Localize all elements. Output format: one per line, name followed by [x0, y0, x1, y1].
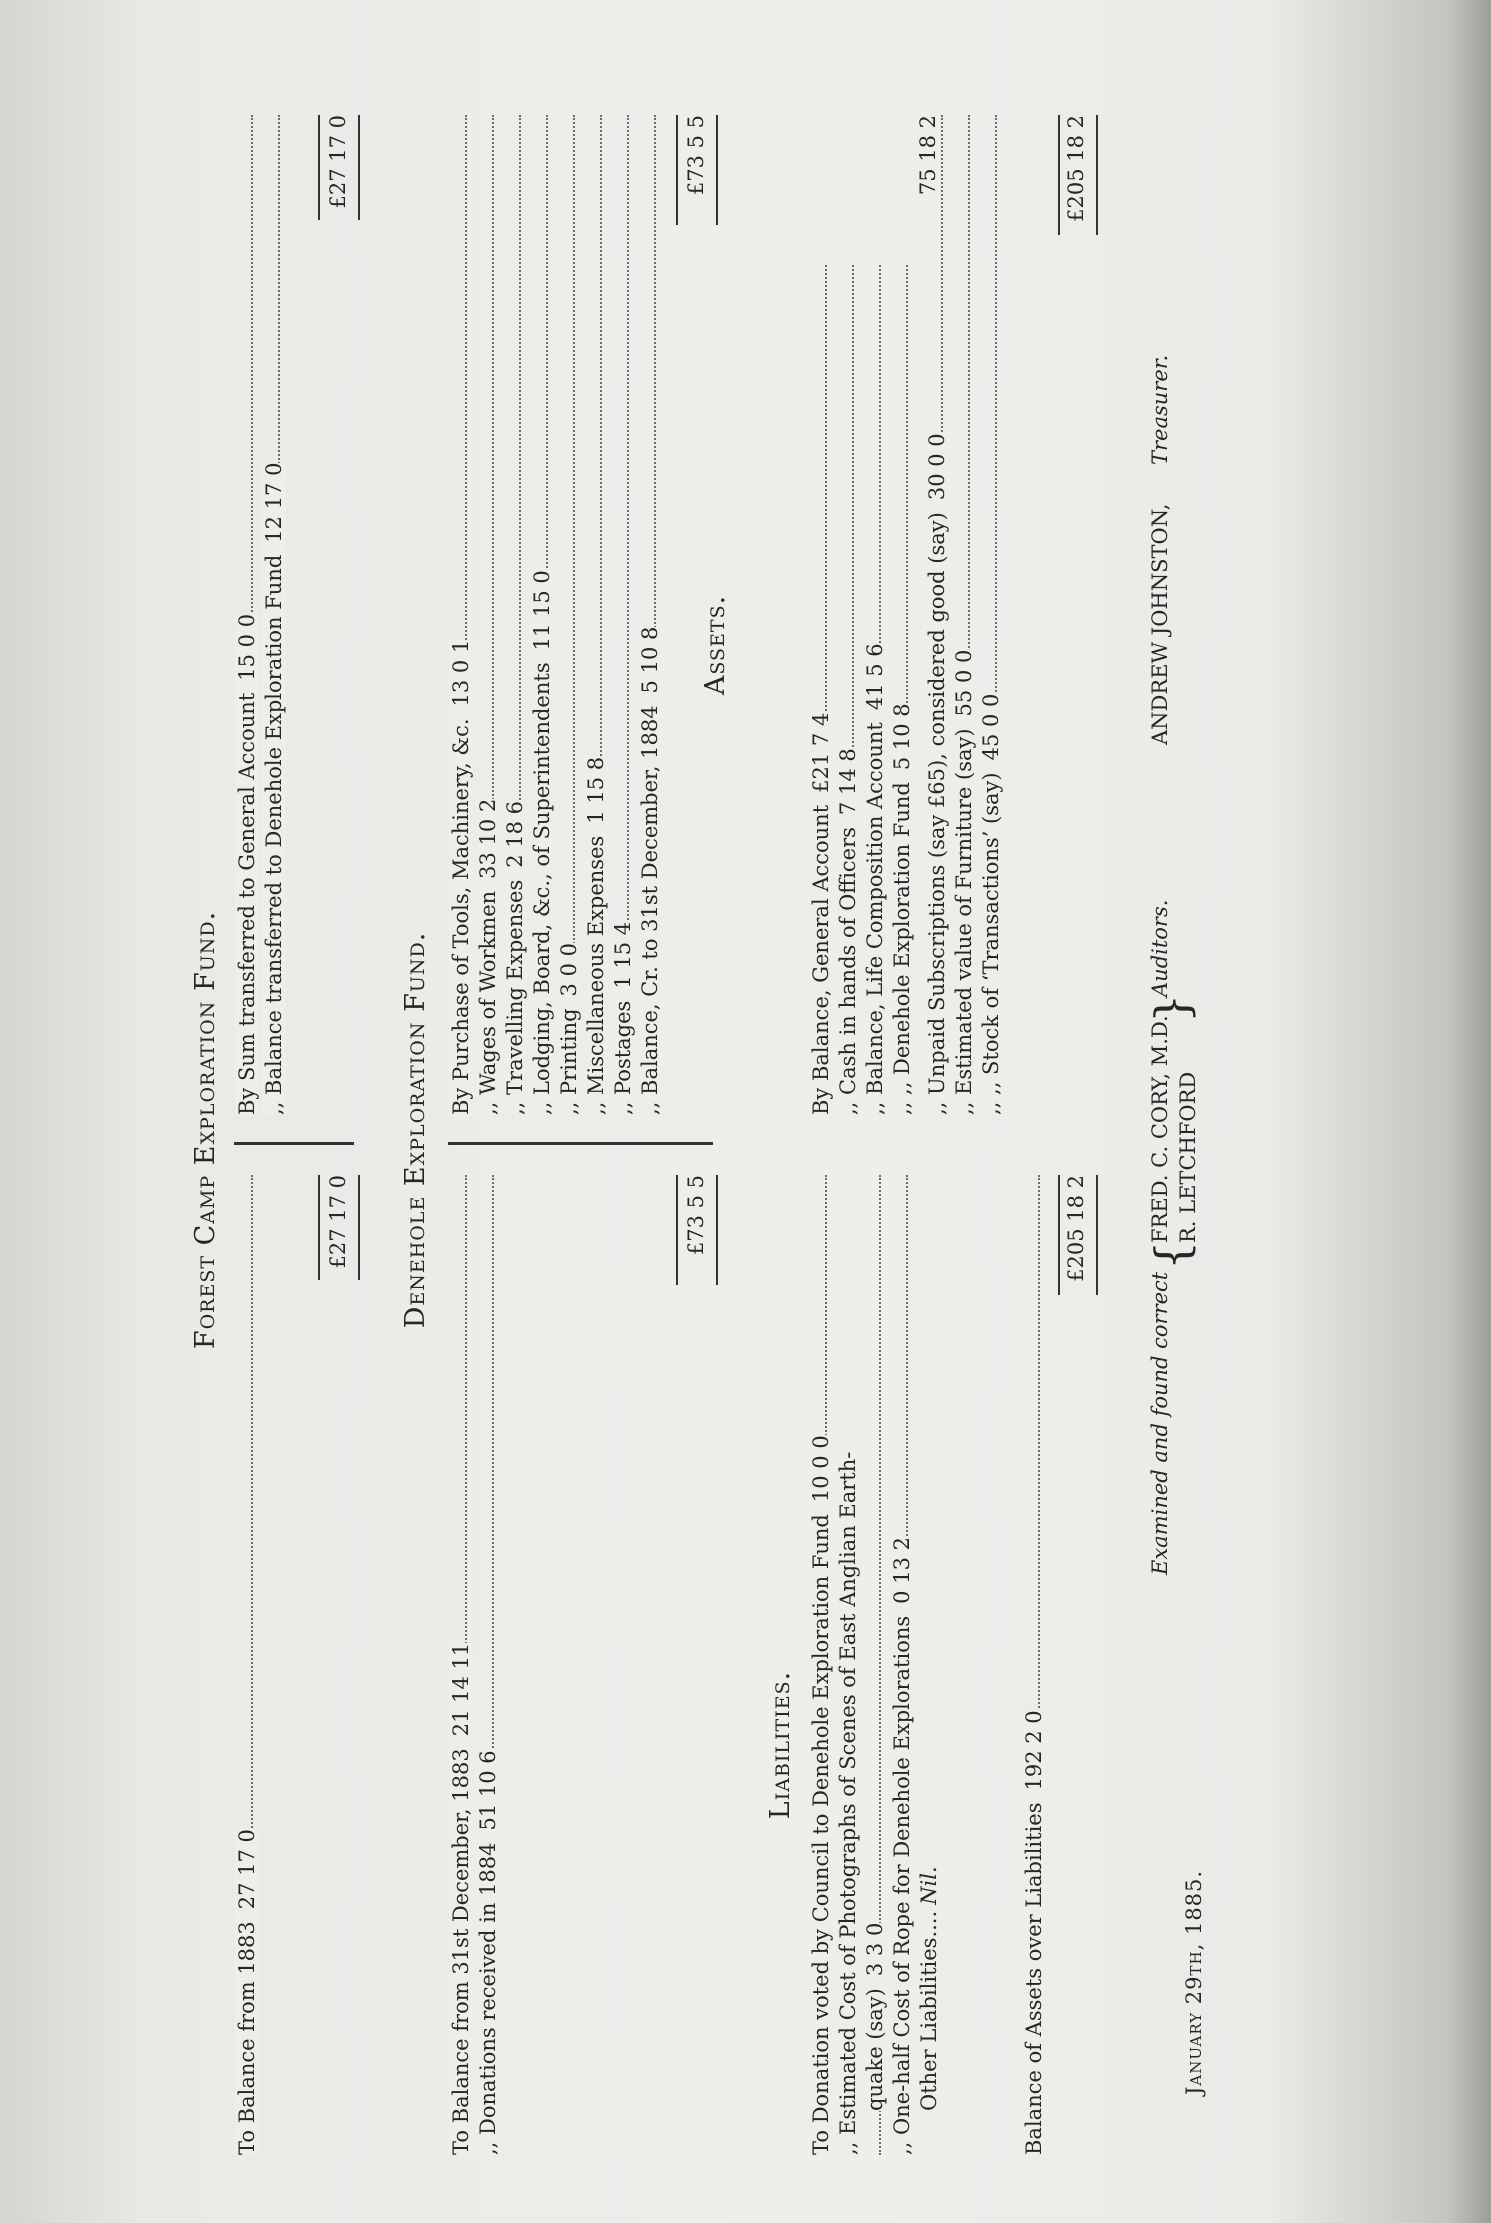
denehole-credit-line: ,, Lodging, Board, &c., of Superintendents11 15 0 [529, 115, 556, 1115]
assets-side [808, 115, 1088, 1115]
forest-credit-rule [318, 115, 320, 220]
forest-credit-total: £27 17 0 [326, 115, 350, 209]
liability-line: Other Liabilities....Nil. [917, 1866, 941, 2111]
nil-label: Nil. [917, 1866, 941, 1905]
liabilities-total: £205 18 2 [1064, 1175, 1088, 1282]
forest-debit-rule [318, 1175, 320, 1280]
signature-block [1145, 135, 1228, 2095]
denehole-divider [448, 1142, 713, 1145]
liability-line: To Donation voted by Council to Denehole Exploration Fund10 0 0 [808, 1175, 835, 2155]
rotated-accounts-sheet [190, 115, 1250, 2155]
denehole-credit [448, 115, 708, 1115]
forest-debit-total: £27 17 0 [326, 1175, 350, 1269]
asset-line: ,, ,, Stock of ‘Transactions’ (say)45 0 0 [978, 115, 1005, 1115]
assets-rule-2 [1096, 115, 1098, 235]
left-brace: { [1145, 1240, 1199, 1270]
asset-line: ,, Cash in hands of Officers7 14 8 [835, 265, 862, 1115]
denehole-debit-total: £73 5 5 [684, 1175, 708, 1256]
asset-line: ,, ,, Denehole Exploration Fund5 10 8 [889, 265, 916, 1115]
liability-line: ,, One-half Cost of Rope for Denehole Explorations0 13 2 [889, 1175, 916, 2155]
denehole-debit-rule-2 [716, 1175, 718, 1285]
liabilities-rule-2 [1096, 1175, 1098, 1295]
denehole-credit-rule [676, 115, 678, 225]
denehole-credit-line: ,, Printing3 0 0 [556, 115, 583, 1115]
auditor-1: FRED. C. CORY, M.D. [1148, 1015, 1172, 1243]
forest-camp-credit [234, 115, 350, 1115]
assets-subtotal: 75 18 2 [916, 115, 940, 196]
denehole-credit-line: ,, Postages1 15 4 [610, 115, 637, 1115]
denehole-credit-line: ,, Wages of Workmen33 10 2 [475, 115, 502, 1115]
forest-debit-rule-2 [358, 1175, 360, 1280]
denehole-credit-rule-2 [716, 115, 718, 225]
liabilities-rule [1058, 1175, 1060, 1295]
denehole-debit-line: To Balance from 31st December, 188321 14 11 [448, 1175, 475, 2155]
forest-camp-heading: Forest Camp Exploration Fund. [190, 910, 221, 1350]
denehole-credit-total: £73 5 5 [684, 115, 708, 196]
denehole-heading: Denehole Exploration Fund. [400, 931, 431, 1329]
liability-line: ,, Estimated Cost of Photographs of Scenes of East Anglian Earth- [835, 1175, 862, 2155]
auditors-label: Auditors. [1148, 899, 1172, 997]
liabilities-heading: Liabilities. [765, 1670, 796, 1820]
denehole-credit-line: ,, Miscellaneous Expenses1 15 8 [583, 115, 610, 1115]
auditor-2: R. LETCHFORD [1176, 1071, 1200, 1243]
asset-line: ,, Estimated value of Furniture (say)55 0 0 [951, 115, 978, 1115]
liabilities-side [808, 1175, 1088, 2155]
denehole-credit-line: ,, Travelling Expenses2 18 6 [502, 115, 529, 1115]
forest-credit-rule-2 [358, 115, 360, 220]
balance-of-assets-line: Balance of Assets over Liabilities192 2 0 [1021, 1175, 1048, 2155]
examined-label: Examined and found correct [1148, 1271, 1172, 1575]
denehole-debit [448, 1175, 708, 2155]
denehole-credit-line: ,, Balance, Cr. to 31st December, 18845 10 8 [637, 115, 664, 1115]
date: January 29th, 1885. [1182, 1869, 1206, 2095]
liability-line: quake (say)3 3 0 [862, 1175, 889, 2155]
denehole-debit-line: ,, Donations received in 188451 10 6 [475, 1175, 502, 2155]
treasurer-name: ANDREW JOHNSTON, [1148, 503, 1172, 745]
asset-line: ,, Unpaid Subscriptions (say £65), considered good (say)30 0 0 [924, 115, 951, 1115]
assets-heading: Assets. [700, 594, 731, 696]
asset-line: By Balance, General Account£21 7 4 [808, 265, 835, 1115]
assets-total: £205 18 2 [1064, 115, 1088, 222]
denehole-debit-rule [676, 1175, 678, 1285]
forest-credit-line: ,, Balance transferred to Denehole Exploration Fund12 17 0 [261, 115, 288, 1115]
forest-debit-line: To Balance from 188327 17 0 [234, 1175, 261, 2155]
right-brace: } [1145, 993, 1199, 1023]
asset-line: ,, Balance, Life Composition Account41 5 6 [862, 265, 889, 1115]
assets-rule [1058, 115, 1060, 235]
denehole-credit-line: By Purchase of Tools, Machinery, &c.13 0 1 [448, 115, 475, 1115]
forest-credit-line: By Sum transferred to General Account15 0 0 [234, 115, 261, 1115]
forest-divider [234, 1142, 354, 1145]
forest-camp-debit [234, 1175, 350, 2155]
treasurer-label: Treasurer. [1148, 354, 1172, 465]
